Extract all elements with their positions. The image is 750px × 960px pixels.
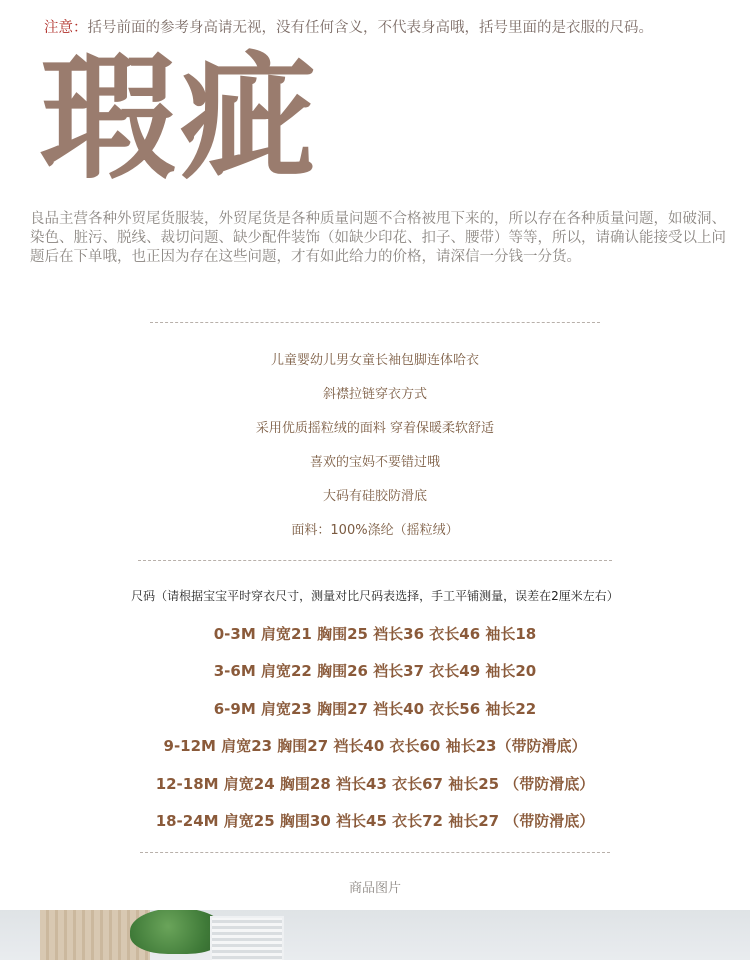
feature-line: 儿童婴幼儿男女童长袖包脚连体哈衣 bbox=[270, 353, 479, 368]
intro-paragraph: 良品主营各种外贸尾货服装，外贸尾货是各种质量问题不合格被甩下来的，所以存在各种质量问题，如破洞、染色、脏污、脱线、裁切问题、缺少配件装饰（如缺少印花、扣子、腰带）等等，所以，请确认能接受以上问题后在下单哦，也正因为存在这些问题，才有如此给力的价格，请深信一分钱一分货。 bbox=[30, 211, 726, 265]
size-row: 6-9M 肩宽23 胸围27 裆长40 衣长56 袖长22 bbox=[213, 700, 537, 718]
size-row: 3-6M 肩宽22 胸围26 裆长37 衣长49 袖长20 bbox=[213, 662, 537, 680]
notice-label: 注意： bbox=[44, 20, 88, 36]
divider-top bbox=[150, 322, 600, 323]
notice-text: 括号前面的参考身高请无视，没有任何含义，不代表身高哦，括号里面的是衣服的尺码。 bbox=[87, 20, 653, 36]
divider-middle bbox=[138, 560, 612, 561]
size-chart-note: 尺码（请根据宝宝平时穿衣尺寸，测量对比尺码表选择，手工平铺测量，误差在2厘米左右） bbox=[131, 589, 619, 603]
divider-bottom bbox=[140, 852, 610, 853]
size-row: 0-3M 肩宽21 胸围25 裆长36 衣长46 袖长18 bbox=[213, 625, 537, 643]
size-row: 18-24M 肩宽25 胸围30 裆长45 衣长72 袖长27 （带防滑底） bbox=[155, 812, 595, 830]
feature-line: 采用优质摇粒绒的面料 穿着保暖柔软舒适 bbox=[255, 421, 495, 436]
page-title: 瑕疵 bbox=[40, 38, 320, 198]
size-row: 12-18M 肩宽24 胸围28 裆长43 衣长67 袖长25 （带防滑底） bbox=[155, 775, 595, 793]
product-photo-heading: 商品图片 bbox=[348, 881, 401, 896]
feature-line: 大码有硅胶防滑底 bbox=[322, 489, 427, 504]
feature-line: 面料：100%涤纶（摇粒绒） bbox=[291, 523, 459, 538]
product-photo bbox=[0, 910, 750, 960]
notice-line bbox=[44, 16, 744, 37]
feature-line: 喜欢的宝妈不要错过哦 bbox=[309, 455, 440, 470]
basket-decor bbox=[210, 916, 284, 960]
feature-line: 斜襟拉链穿衣方式 bbox=[322, 387, 427, 402]
size-row: 9-12M 肩宽23 胸围27 裆长40 衣长60 袖长23（带防滑底） bbox=[163, 737, 587, 755]
